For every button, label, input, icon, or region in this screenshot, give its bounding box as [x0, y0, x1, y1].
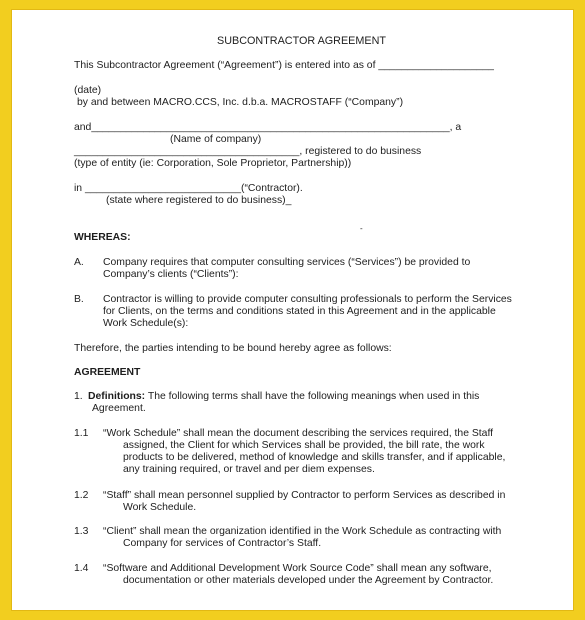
parties-line: by and between MACRO.CCS, Inc. d.b.a. MACROSTAFF (“Company”) [77, 97, 404, 108]
dash-mark: - [360, 224, 363, 233]
clause-line: Work Schedule. [123, 502, 197, 513]
clause-number: 1.1 [74, 428, 89, 439]
entity-line: _______________________________________, registered to do business [74, 146, 422, 157]
clause-number: 1.2 [74, 490, 89, 501]
recital-b-line: for Clients, on the terms and conditions stated in this Agreement and in the applicable [103, 306, 496, 317]
recital-a-label: A. [74, 257, 84, 268]
state-line: in ___________________________(“Contractor). [74, 183, 303, 194]
clause-line: any training required, or travel and per diem expenses. [123, 464, 375, 475]
recital-a-line: Company requires that computer consulting services (“Services”) be provided to [103, 257, 471, 268]
whereas-heading: WHEREAS: [74, 232, 131, 243]
company-name-label: (Name of company) [170, 134, 262, 145]
intro-line: This Subcontractor Agreement (“Agreement”) is entered into as of ____________________ [74, 60, 494, 71]
entity-type-label: (type of entity (ie: Corporation, Sole Proprietor, Partnership)) [74, 158, 352, 169]
definitions-number: 1. [74, 391, 83, 402]
clause-line: documentation or other materials developed under the Agreement by Contractor. [123, 575, 494, 586]
agreement-heading: AGREEMENT [74, 367, 141, 378]
recital-a-line: Company’s clients (“Clients”): [103, 269, 239, 280]
clause-number: 1.4 [74, 563, 89, 574]
definitions-line [88, 390, 479, 403]
definitions-heading: Definitions: [88, 391, 146, 402]
date-label: (date) [74, 85, 102, 96]
recital-b-line: Work Schedule(s): [103, 318, 189, 329]
definitions-intro: The following terms shall have the following meanings when used in this [145, 391, 480, 402]
clause-line: “Software and Additional Development Work Source Code” shall mean any software, [103, 563, 492, 574]
therefore-line: Therefore, the parties intending to be bound hereby agree as follows: [74, 343, 392, 354]
recital-b-label: B. [74, 294, 84, 305]
clause-line: “Client” shall mean the organization identified in the Work Schedule as contracting with [103, 526, 502, 537]
definitions-line: Agreement. [92, 403, 146, 414]
clause-line: products to be delivered, method of knowledge and skills transfer, and if applicable, [123, 452, 506, 463]
clause-line: Company for services of Contractor’s Staff. [123, 538, 322, 549]
document-title: SUBCONTRACTOR AGREEMENT [217, 35, 386, 47]
document-page [12, 10, 573, 610]
clause-line: “Staff” shall mean personnel supplied by Contractor to perform Services as described in [103, 490, 506, 501]
state-label: (state where registered to do business)_ [106, 195, 292, 206]
and-company-line: and______________________________________________________________, a [74, 122, 462, 133]
clause-line: assigned, the Client for which Services shall be provided, the bill rate, the work [123, 440, 485, 451]
recital-b-line: Contractor is willing to provide computer consulting professionals to perform the Services [103, 294, 512, 305]
clause-number: 1.3 [74, 526, 89, 537]
clause-line: “Work Schedule” shall mean the document describing the services required, the Staff [103, 428, 494, 439]
